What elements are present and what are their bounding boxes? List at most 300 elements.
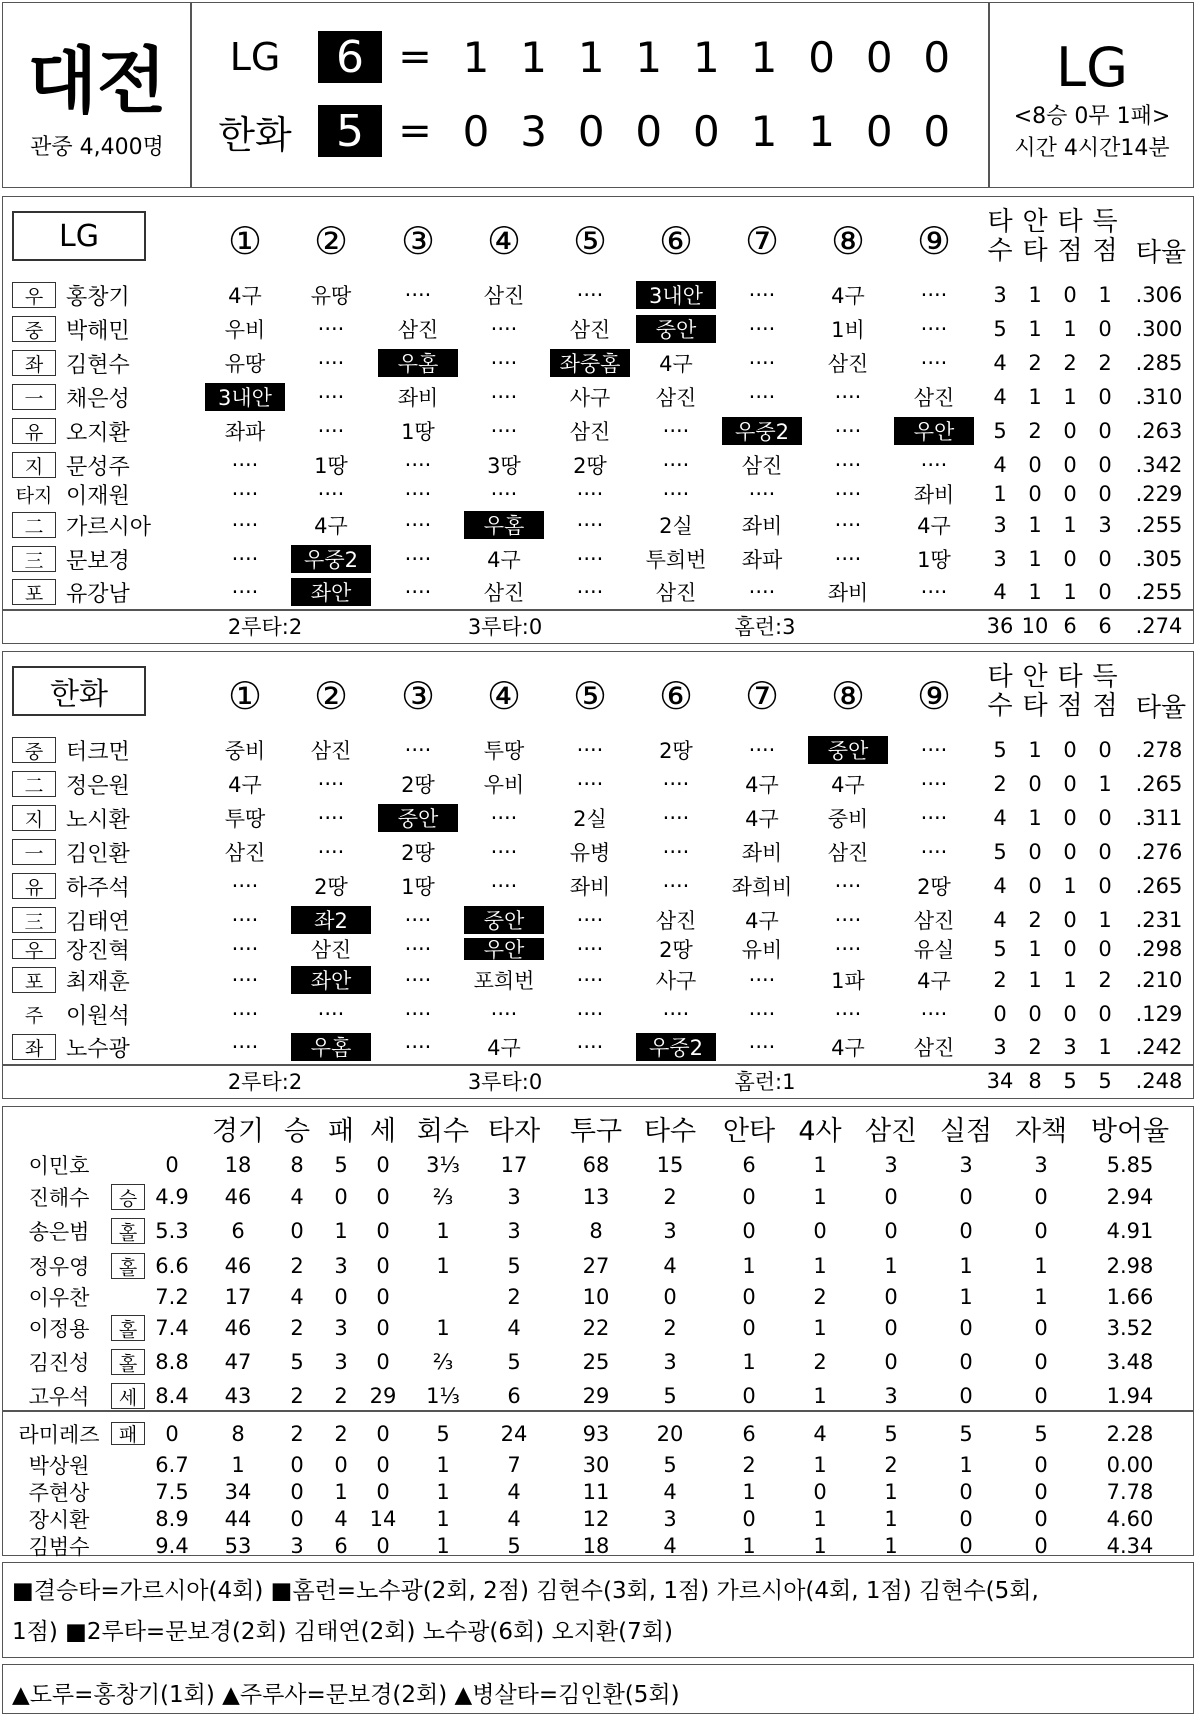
stat-header: 타 — [987, 661, 1013, 692]
pitching-stat: 1 — [436, 1254, 450, 1278]
at-bat-result: ···· — [404, 453, 432, 477]
at-bat-result: ···· — [231, 482, 259, 506]
stat-header: 점 — [1092, 235, 1118, 266]
at-bat-result: 삼진 — [827, 352, 869, 376]
pitching-stat: 1 — [436, 1452, 450, 1477]
pitching-header: 회수 — [416, 1115, 470, 1147]
stat-value: 2 — [1028, 419, 1042, 443]
pitching-stat: 1 — [959, 1452, 973, 1477]
pitching-stat: 1 — [813, 1185, 827, 1209]
at-bat-result: ···· — [231, 908, 259, 932]
player-name: 노시환 — [66, 807, 130, 833]
inning-header: ① — [227, 674, 263, 718]
at-bat-result: ···· — [662, 1002, 690, 1026]
pitching-header: 4사 — [798, 1115, 842, 1147]
team-label-box: 한화 — [12, 666, 146, 716]
stat-value: 2 — [1028, 908, 1042, 932]
at-bat-result: 4구 — [487, 1036, 521, 1060]
pitching-stat: 2 — [663, 1185, 677, 1209]
notes-line-1: ■결승타=가르시아(4회) ■홈런=노수광(2회, 2점) 김현수(3회, 1점) 가르시아(4회, 1점) 김현수(5회, — [12, 1578, 1039, 1604]
pitching-stat: 1 — [813, 1452, 827, 1477]
total-value: 6 — [1063, 614, 1077, 638]
pitching-stat: 5 — [507, 1533, 521, 1558]
at-bat-result: ···· — [748, 1002, 776, 1026]
pitching-stat: 3 — [884, 1153, 898, 1177]
pitching-stat: 0 — [959, 1479, 973, 1504]
player-name: 김태연 — [66, 909, 130, 935]
pitching-stat: 3 — [507, 1185, 521, 1209]
at-bat-hit: 3내안 — [636, 281, 716, 309]
pitching-stat: 5 — [290, 1350, 304, 1374]
at-bat-result: ···· — [490, 840, 518, 864]
stat-value: 1 — [1063, 874, 1077, 898]
player-name: 장진혁 — [66, 938, 130, 964]
position-tag: 중 — [12, 737, 56, 763]
at-bat-hit: 좌중홈 — [550, 349, 630, 377]
pitching-stat: 7.78 — [1106, 1479, 1154, 1504]
stat-value: 4 — [993, 908, 1007, 932]
position-tag: 三 — [12, 546, 56, 572]
linescore-inning-run: 0 — [865, 32, 893, 82]
batting-avg: .265 — [1135, 874, 1183, 898]
stat-value: 0 — [1028, 772, 1042, 796]
at-bat-result: 좌비 — [741, 841, 783, 865]
pitcher-name: 주현상 — [28, 1480, 90, 1505]
position-tag: 지 — [12, 452, 56, 478]
pitching-stat: 4 — [663, 1479, 677, 1504]
pitching-stat: 3 — [334, 1254, 348, 1278]
pitching-stat: 0 — [1034, 1452, 1048, 1477]
pitching-stat: 29 — [582, 1384, 610, 1408]
player-name: 가르시아 — [66, 514, 152, 540]
pitching-stat: 4 — [663, 1254, 677, 1278]
at-bat-result: ···· — [834, 453, 862, 477]
pitching-stat: 2.94 — [1106, 1185, 1154, 1209]
stat-value: 2 — [1098, 351, 1112, 375]
pitching-stat: 68 — [582, 1153, 610, 1177]
player-name: 정은원 — [66, 773, 130, 799]
pitching-stat: 17 — [224, 1285, 252, 1309]
pitching-stat: 8 — [231, 1421, 245, 1446]
extra-base-summary: 3루타:0 — [467, 1070, 543, 1094]
at-bat-result: ···· — [576, 482, 604, 506]
pitching-stat: 1⅓ — [426, 1384, 460, 1408]
stat-header: 점 — [1092, 690, 1118, 721]
pitching-stat: 4 — [507, 1316, 521, 1340]
pitching-stat: 4.60 — [1106, 1506, 1154, 1531]
stat-value: 0 — [1063, 283, 1077, 307]
at-bat-result: 1파 — [831, 969, 865, 993]
entry-inning: 7.2 — [155, 1285, 189, 1309]
pitching-stat: 0 — [742, 1316, 756, 1340]
at-bat-result: ···· — [231, 1035, 259, 1059]
at-bat-result: ···· — [317, 772, 345, 796]
stat-header: 타 — [1057, 206, 1083, 237]
at-bat-result: ···· — [404, 937, 432, 961]
pitching-header: 패 — [327, 1115, 355, 1147]
player-name: 노수광 — [66, 1036, 130, 1062]
pitcher-name: 장시환 — [28, 1507, 90, 1532]
at-bat-result: ···· — [231, 513, 259, 537]
at-bat-result: ···· — [576, 908, 604, 932]
stat-value: 0 — [1028, 840, 1042, 864]
stat-value: 5 — [993, 840, 1007, 864]
at-bat-result: 4구 — [228, 773, 262, 797]
at-bat-result: ···· — [231, 937, 259, 961]
pitching-stat: 2 — [290, 1384, 304, 1408]
pitching-stat: 0 — [376, 1350, 390, 1374]
batting-avg: .129 — [1135, 1002, 1183, 1026]
pitching-stat: 1 — [884, 1533, 898, 1558]
decision-tag: 홀 — [111, 1349, 145, 1375]
at-bat-result: ···· — [920, 351, 948, 375]
pitching-stat: 1 — [884, 1479, 898, 1504]
extra-base-summary: 홈런:3 — [734, 615, 796, 639]
at-bat-result: ···· — [834, 513, 862, 537]
at-bat-hit: 3내안 — [205, 383, 285, 411]
linescore-equals: = — [398, 34, 432, 80]
team-avg: .248 — [1135, 1069, 1183, 1093]
pitching-stat: 5 — [884, 1421, 898, 1446]
pitching-stat: 3 — [507, 1219, 521, 1243]
at-bat-result: 4구 — [831, 284, 865, 308]
decision-tag: 승 — [111, 1184, 145, 1210]
at-bat-hit: 좌2 — [291, 906, 371, 934]
pitching-stat: 1.94 — [1106, 1384, 1154, 1408]
total-value: 5 — [1098, 1069, 1112, 1093]
pitching-stat: 1 — [959, 1254, 973, 1278]
pitching-stat: 0 — [1034, 1506, 1048, 1531]
at-bat-result: ···· — [490, 874, 518, 898]
at-bat-result: ···· — [576, 547, 604, 571]
pitching-stat: 2 — [813, 1350, 827, 1374]
pitching-stat: 46 — [224, 1185, 252, 1209]
total-value: 34 — [986, 1069, 1014, 1093]
at-bat-result: 4구 — [228, 284, 262, 308]
pitcher-name: 김범수 — [28, 1534, 90, 1559]
at-bat-result: ···· — [576, 283, 604, 307]
at-bat-result: 중비 — [827, 807, 869, 831]
player-name: 홍창기 — [66, 284, 130, 310]
at-bat-result: ···· — [404, 580, 432, 604]
pitching-stat: 0 — [813, 1219, 827, 1243]
stat-value: 0 — [1098, 317, 1112, 341]
inning-header: ⑨ — [916, 219, 952, 263]
at-bat-result: ···· — [317, 806, 345, 830]
linescore-inning-run: 1 — [462, 32, 490, 82]
pitching-stat: 3 — [663, 1506, 677, 1531]
pitching-stat: 3.48 — [1106, 1350, 1154, 1374]
stat-value: 0 — [1028, 482, 1042, 506]
pitching-stat: 2.98 — [1106, 1254, 1154, 1278]
stat-value: 3 — [993, 283, 1007, 307]
entry-inning: 8.4 — [155, 1384, 189, 1408]
at-bat-result: 우비 — [224, 318, 266, 342]
inning-header: ② — [313, 219, 349, 263]
stat-value: 2 — [1098, 968, 1112, 992]
at-bat-result: 삼진 — [224, 841, 266, 865]
linescore-inning-run: 1 — [635, 32, 663, 82]
at-bat-result: ···· — [920, 1002, 948, 1026]
at-bat-result: ···· — [404, 547, 432, 571]
stat-value: 2 — [1063, 351, 1077, 375]
position-tag: 포 — [12, 579, 56, 605]
decision-tag: 홀 — [111, 1253, 145, 1279]
at-bat-result: 우비 — [483, 773, 525, 797]
stat-value: 1 — [1028, 806, 1042, 830]
at-bat-hit: 우중2 — [722, 417, 802, 445]
pitching-stat: 1 — [436, 1219, 450, 1243]
pitching-stat: 0 — [334, 1452, 348, 1477]
pitching-stat: 1 — [742, 1533, 756, 1558]
pitching-stat: 6 — [231, 1219, 245, 1243]
stat-value: 5 — [993, 317, 1007, 341]
at-bat-result: ···· — [748, 283, 776, 307]
linescore-inning-run: 0 — [635, 106, 663, 156]
pitching-stat: 0 — [959, 1350, 973, 1374]
linescore-team-name: 한화 — [218, 112, 292, 157]
stat-value: 0 — [993, 1002, 1007, 1026]
linescore-runs: 6 — [318, 31, 382, 83]
position-tag: 二 — [12, 512, 56, 538]
stat-header: 타 — [1057, 661, 1083, 692]
pitching-stat: 93 — [582, 1421, 610, 1446]
stat-value: 1 — [993, 482, 1007, 506]
position-tag: 지 — [12, 805, 56, 831]
pitching-stat: 1 — [334, 1219, 348, 1243]
pitching-stat: 1 — [813, 1384, 827, 1408]
divider — [190, 2, 192, 188]
stat-value: 0 — [1063, 772, 1077, 796]
inning-header: ③ — [400, 674, 436, 718]
at-bat-result: 유땅 — [310, 284, 352, 308]
at-bat-result: 좌비 — [913, 483, 955, 507]
at-bat-result: ···· — [317, 482, 345, 506]
linescore-inning-run: 1 — [520, 32, 547, 82]
at-bat-result: ···· — [748, 738, 776, 762]
batting-avg: .255 — [1135, 580, 1183, 604]
inning-header: ⑨ — [916, 674, 952, 718]
stat-value: 0 — [1063, 840, 1077, 864]
stat-value: 1 — [1028, 580, 1042, 604]
at-bat-result: 삼진 — [569, 420, 611, 444]
pitching-stat: 3 — [1034, 1153, 1048, 1177]
pitching-stat: 1 — [1034, 1285, 1048, 1309]
at-bat-result: 1땅 — [314, 454, 348, 478]
pitching-stat: 10 — [582, 1285, 610, 1309]
pitching-stat: 0 — [376, 1153, 390, 1177]
at-bat-result: ···· — [662, 419, 690, 443]
pitching-stat: 47 — [224, 1350, 252, 1374]
at-bat-result: ···· — [317, 317, 345, 341]
stat-value: 1 — [1028, 283, 1042, 307]
at-bat-result: ···· — [920, 283, 948, 307]
pitching-stat: 0 — [376, 1219, 390, 1243]
at-bat-result: 삼진 — [569, 318, 611, 342]
stat-value: 3 — [1063, 1035, 1077, 1059]
pitching-stat: 0 — [884, 1185, 898, 1209]
at-bat-result: 1땅 — [917, 548, 951, 572]
pitching-stat: 8 — [290, 1153, 304, 1177]
batting-avg: .276 — [1135, 840, 1183, 864]
pitching-stat: 24 — [500, 1421, 528, 1446]
stat-value: 1 — [1098, 283, 1112, 307]
at-bat-result: 2땅 — [659, 739, 693, 763]
pitching-stat: 0 — [742, 1384, 756, 1408]
stat-value: 4 — [993, 806, 1007, 830]
at-bat-result: ···· — [920, 580, 948, 604]
at-bat-result: ···· — [920, 806, 948, 830]
pitching-stat: 1 — [231, 1452, 245, 1477]
stat-value: 1 — [1098, 908, 1112, 932]
stat-header: 타 — [987, 206, 1013, 237]
pitching-stat: 0 — [884, 1316, 898, 1340]
at-bat-result: 2땅 — [573, 454, 607, 478]
pitching-stat: 0 — [290, 1219, 304, 1243]
pitching-stat: 43 — [224, 1384, 252, 1408]
pitching-stat: 18 — [224, 1153, 252, 1177]
pitching-stat: 0 — [1034, 1479, 1048, 1504]
entry-inning: 8.9 — [155, 1506, 189, 1531]
stat-header: 점 — [1057, 690, 1083, 721]
pitching-stat: 13 — [582, 1185, 610, 1209]
pitching-stat: 3.52 — [1106, 1316, 1154, 1340]
at-bat-result: 유땅 — [224, 352, 266, 376]
notes-line-3: ▲도루=홍창기(1회) ▲주루사=문보경(2회) ▲병살타=김인환(5회) — [12, 1682, 680, 1708]
batting-avg: .305 — [1135, 547, 1183, 571]
at-bat-result: ···· — [748, 317, 776, 341]
linescore-inning-run: 1 — [693, 32, 720, 82]
at-bat-result: ···· — [748, 351, 776, 375]
stat-value: 0 — [1028, 453, 1042, 477]
inning-header: ⑦ — [744, 674, 780, 718]
at-bat-hit: 우안 — [464, 938, 544, 960]
game-duration: 시간 4시간14분 — [1014, 135, 1170, 161]
decision-tag: 홀 — [111, 1218, 145, 1244]
venue: 대전 — [27, 39, 167, 123]
pitching-stat: 0 — [1034, 1350, 1048, 1374]
stat-value: 1 — [1063, 513, 1077, 537]
stat-value: 0 — [1028, 874, 1042, 898]
at-bat-result: ···· — [920, 772, 948, 796]
at-bat-result: 투희번 — [645, 548, 707, 572]
stat-value: 2 — [993, 772, 1007, 796]
pitching-stat: 15 — [656, 1153, 684, 1177]
pitching-stat: 1 — [813, 1533, 827, 1558]
stat-value: 3 — [1098, 513, 1112, 537]
at-bat-result: 4구 — [831, 773, 865, 797]
inning-header: ② — [313, 674, 349, 718]
entry-inning: 0 — [165, 1421, 179, 1446]
extra-base-summary: 2루타:2 — [227, 615, 303, 639]
pitching-stat: 0.00 — [1106, 1452, 1154, 1477]
extra-base-summary: 2루타:2 — [227, 1070, 303, 1094]
at-bat-result: ···· — [748, 968, 776, 992]
pitching-stat: 0 — [742, 1219, 756, 1243]
pitching-stat: 3 — [884, 1384, 898, 1408]
pitching-stat: 1 — [884, 1254, 898, 1278]
at-bat-result: 유비 — [741, 938, 783, 962]
total-value: 8 — [1028, 1069, 1042, 1093]
at-bat-result: 3땅 — [487, 454, 521, 478]
at-bat-result: 삼진 — [913, 909, 955, 933]
stat-value: 0 — [1063, 908, 1077, 932]
position-tag: 유 — [12, 418, 56, 444]
at-bat-result: 2땅 — [659, 938, 693, 962]
pitching-stat: 1 — [436, 1316, 450, 1340]
at-bat-result: 삼진 — [655, 581, 697, 605]
total-value: 5 — [1063, 1069, 1077, 1093]
at-bat-result: ···· — [834, 482, 862, 506]
at-bat-result: 2땅 — [401, 773, 435, 797]
at-bat-result: ···· — [404, 1002, 432, 1026]
pitching-stat: 0 — [884, 1350, 898, 1374]
position-tag: 유 — [12, 873, 56, 899]
pitching-header: 타수 — [643, 1115, 697, 1147]
entry-inning: 6.7 — [155, 1452, 189, 1477]
batting-avg: .310 — [1135, 385, 1183, 409]
pitcher-name: 이우찬 — [28, 1286, 90, 1310]
entry-inning: 7.4 — [155, 1316, 189, 1340]
pitching-stat: 2.28 — [1106, 1421, 1154, 1446]
at-bat-result: ···· — [834, 874, 862, 898]
at-bat-result: ···· — [231, 547, 259, 571]
at-bat-result: 삼진 — [741, 454, 783, 478]
pitching-stat: 5 — [959, 1421, 973, 1446]
pitching-stat: 7 — [507, 1452, 521, 1477]
pitching-header: 타자 — [487, 1115, 541, 1147]
linescore-inning-run: 0 — [462, 106, 490, 156]
pitcher-name: 이민호 — [28, 1154, 90, 1178]
batting-avg: .300 — [1135, 317, 1183, 341]
pitching-stat: 0 — [376, 1479, 390, 1504]
pitching-stat: 5 — [663, 1452, 677, 1477]
at-bat-hit: 좌안 — [291, 578, 371, 606]
pitching-header: 경기 — [211, 1115, 265, 1147]
pitching-stat: 0 — [376, 1185, 390, 1209]
at-bat-hit: 우중2 — [291, 545, 371, 573]
decision-tag: 홀 — [111, 1315, 145, 1341]
stat-value: 0 — [1098, 453, 1112, 477]
at-bat-result: ···· — [317, 385, 345, 409]
at-bat-result: 투땅 — [224, 807, 266, 831]
batting-avg: .311 — [1135, 806, 1183, 830]
pitching-stat: 46 — [224, 1254, 252, 1278]
at-bat-result: ···· — [748, 385, 776, 409]
stat-value: 5 — [993, 738, 1007, 762]
at-bat-result: ···· — [317, 840, 345, 864]
linescore-inning-run: 3 — [520, 106, 547, 156]
at-bat-result: 1비 — [831, 318, 865, 342]
stat-value: 1 — [1028, 547, 1042, 571]
pitching-header: 실점 — [939, 1115, 993, 1147]
stat-value: 1 — [1098, 772, 1112, 796]
pitching-stat: 0 — [742, 1185, 756, 1209]
pitching-stat: 2 — [663, 1316, 677, 1340]
pitching-stat: 0 — [1034, 1316, 1048, 1340]
inning-header: ① — [227, 219, 263, 263]
at-bat-result: ···· — [576, 580, 604, 604]
pitching-stat: 0 — [959, 1316, 973, 1340]
at-bat-result: 2실 — [573, 807, 607, 831]
position-tag: 좌 — [12, 350, 56, 376]
batting-avg: .242 — [1135, 1035, 1183, 1059]
at-bat-result: ···· — [231, 874, 259, 898]
stat-header: 점 — [1057, 235, 1083, 266]
pitching-stat: 4.34 — [1106, 1533, 1154, 1558]
at-bat-result: ···· — [404, 513, 432, 537]
at-bat-result: ···· — [576, 1002, 604, 1026]
